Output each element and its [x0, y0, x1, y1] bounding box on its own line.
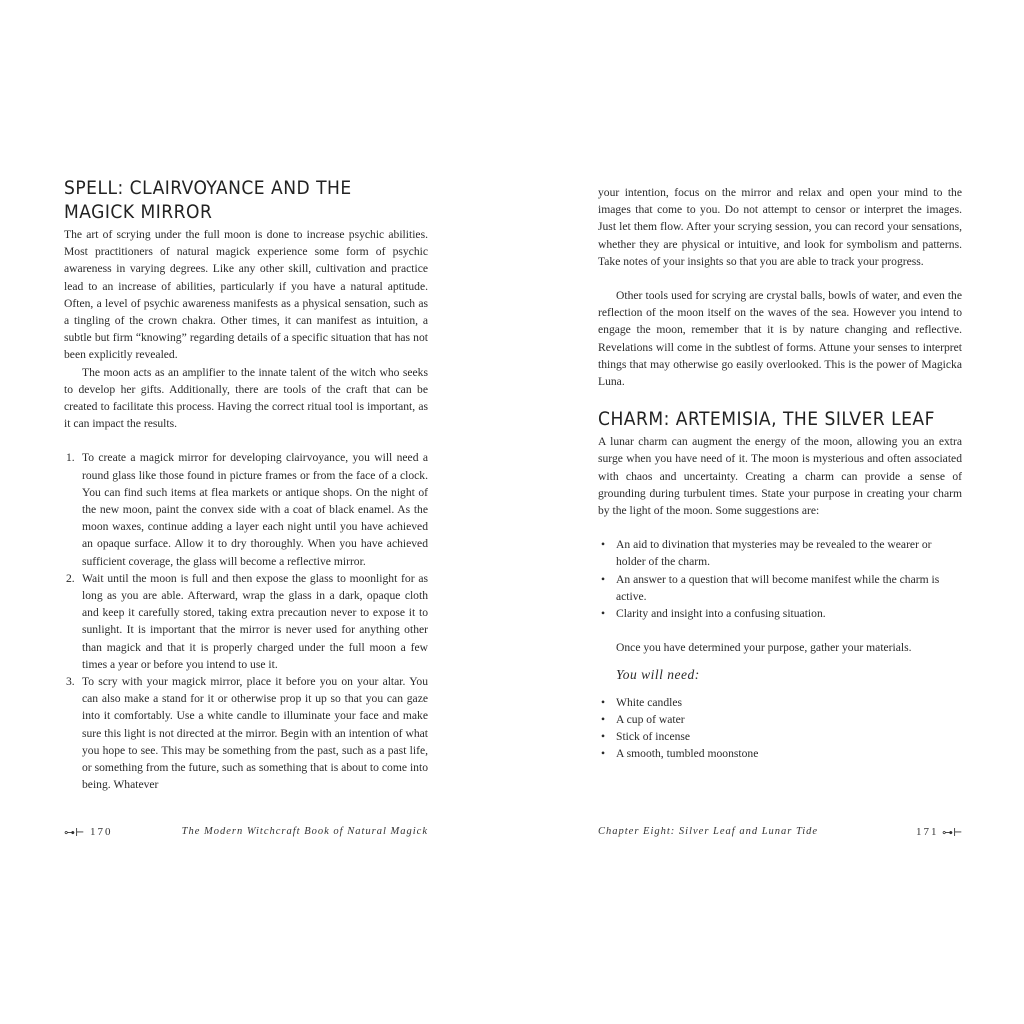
material-text: White candles — [616, 695, 682, 709]
bullet-icon: • — [601, 747, 606, 761]
spell-heading: SPELL: CLAIRVOYANCE AND THE MAGICK MIRROR — [64, 177, 352, 223]
suggestions-list — [598, 536, 962, 622]
list-item — [598, 571, 962, 605]
materials-list — [598, 694, 962, 763]
bullet-icon: • — [601, 712, 606, 726]
step-text: To scry with your magick mirror, place it before you on your altar. You can also make a stand for it or otherwise prop it up so that you can gaze into it comfortably. Use a white candle to illuminate your face and make sure this light is not directed at the mirror. Begin with an intention of what you hope to see. This may be something from the past, such as a past life, or something from the future, such as something that is about to come into being. Whatever — [82, 675, 428, 792]
left-text-column — [64, 176, 428, 794]
suggestion-text: An answer to a question that will become manifest while the charm is active. — [616, 572, 940, 603]
material-text: Stick of incense — [616, 730, 691, 744]
gather-text: Once you have determined your purpose, gather your materials. — [616, 641, 912, 655]
step-item — [64, 570, 428, 673]
left-paragraph-1: The art of scrying under the full moon is done to increase psychic abilities. Most practitioners of natural magick experience some form of psychic awareness in varying degrees. Like any other skill, cultivation and practice lead to an increase of abilities, particularly if you have a natural aptitude. Often, a level of psychic awareness manifests as a physical sensation, such as a tingling of the crown chakra. Other times, it can manifest as intuition, a subtle but firm “knowing” regarding details of a specific situation that has not been explicitly revealed. — [64, 228, 428, 362]
list-item — [598, 745, 962, 762]
right-text-column — [598, 184, 962, 762]
step-item — [64, 673, 428, 793]
you-will-need-label: You will need: — [616, 667, 700, 683]
step-text: To create a magick mirror for developing clairvoyance, you will need a round glass like those found in picture frames or from the face of a clock. You can find such items at flea markets or antique shops. On the night of the new moon, paint the convex side with a coat of black enamel. As the moon waxes, continue adding a layer each night until you have achieved an opaque surface. Allow it to dry thoroughly. When you have achieved sufficient coverage, the glass will become a reflective mirror. — [82, 451, 428, 568]
material-text: A cup of water — [616, 712, 685, 726]
bullet-icon: • — [601, 730, 606, 744]
material-text: A smooth, tumbled moonstone — [616, 747, 759, 761]
list-item — [598, 605, 962, 622]
footer-ornament-icon: ⊶⊢ — [64, 827, 85, 839]
step-text: Wait until the moon is full and then expose the glass to moonlight for as long as you are able. Afterward, wrap the glass in a dark, opaque cloth and keep it carefully stored, taking extra precaution never to expose it to sunlight. It is important that the mirror is never used for anything other than magick and that it is properly charged under the full moon a few times a year or before you intend to use it. — [82, 571, 428, 671]
bullet-icon: • — [601, 607, 606, 621]
footer-ornament-icon: ⊶⊢ — [942, 827, 963, 839]
list-item — [598, 536, 962, 570]
right-paragraph-2: A lunar charm can augment the energy of the moon, allowing you an extra surge when you have need of it. The moon is mysterious and often associated with chaos and uncertainty. Creating a charm can provide a sense of grounding during turbulent times. State your purpose in creating your charm by the light of the moon. Some suggestions are: — [598, 435, 962, 518]
spell-steps-list — [64, 449, 428, 793]
bullet-icon: • — [601, 538, 606, 552]
suggestion-text: Clarity and insight into a confusing situation. — [616, 607, 826, 621]
right-page — [512, 0, 1024, 1024]
list-item — [598, 711, 962, 728]
step-item — [64, 449, 428, 569]
step-number: 3. — [66, 675, 75, 689]
page-number-right: 171 — [916, 826, 939, 838]
running-head-right: Chapter Eight: Silver Leaf and Lunar Tide — [598, 826, 819, 837]
step-number: 1. — [66, 451, 75, 465]
left-paragraph-2: The moon acts as an amplifier to the innate talent of the witch who seeks to develop her gifts. Additionally, there are tools of the craft that can be created to facilitate this process. Having the correct ritual tool is important, as it can impact the results. — [64, 365, 428, 431]
suggestion-text: An aid to divination that mysteries may be revealed to the wearer or holder of the charm. — [616, 538, 932, 569]
charm-heading: CHARM: ARTEMISIA, THE SILVER LEAF — [598, 408, 935, 431]
page-number-left: 170 — [90, 826, 113, 838]
step-number: 2. — [66, 571, 75, 585]
list-item — [598, 728, 962, 745]
bullet-icon: • — [601, 695, 606, 709]
list-item — [598, 694, 962, 711]
running-head-left: The Modern Witchcraft Book of Natural Magick — [181, 826, 428, 837]
right-paragraph-1: Other tools used for scrying are crystal balls, bowls of water, and even the reflection of the moon itself on the waves of the sea. However you intend to engage the moon, remember that it is by nature changing and reflective. Revelations will come in the subtlest of forms. Attune your senses to interpret things that may otherwise go easily overlooked. This is the power of Magicka Luna. — [598, 289, 962, 389]
bullet-icon: • — [601, 572, 606, 586]
right-continuation: your intention, focus on the mirror and relax and open your mind to the images that come to you. Do not attempt to censor or interpret the images. Just let them flow. After your scrying session, you can record your sensations, whether they are physical or intuitive, and look for symbolism and patterns. Take notes of your insights so that you are able to track your progress. — [598, 186, 962, 268]
